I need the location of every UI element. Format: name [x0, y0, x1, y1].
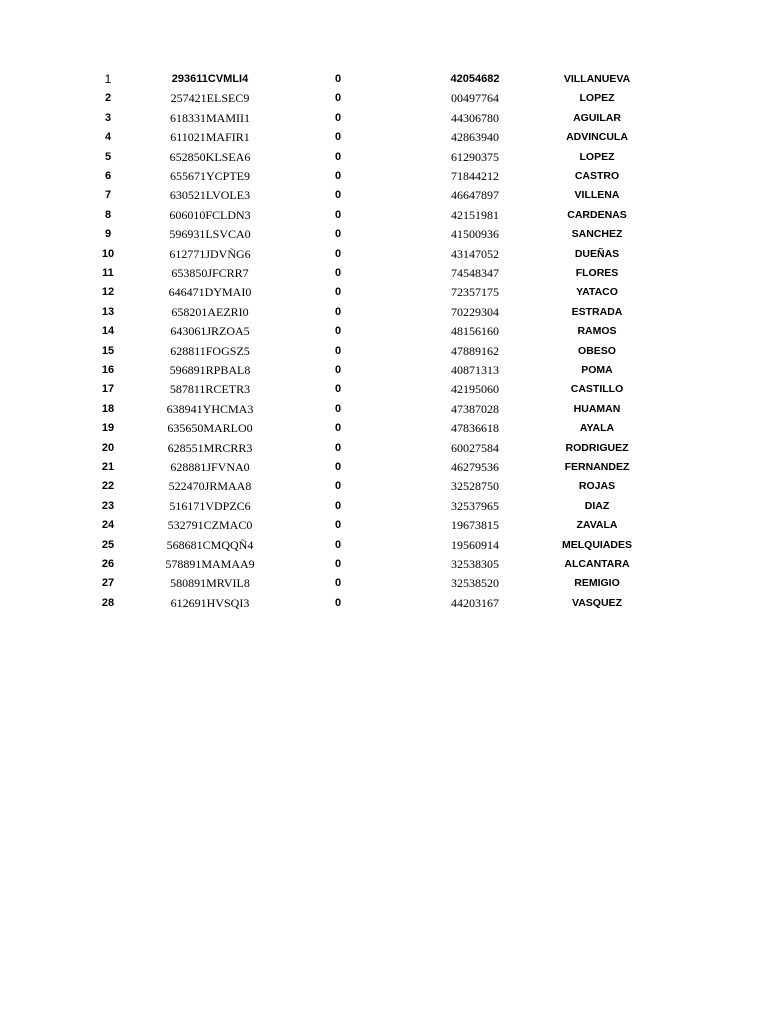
surname-cell: AGUILAR	[573, 111, 621, 124]
zero-cell: 0	[334, 558, 342, 570]
surname-cell: FERNANDEZ	[564, 461, 630, 473]
row-number: 26	[101, 558, 115, 570]
zero-cell: 0	[334, 170, 342, 182]
dni-cell: 70229304	[451, 304, 499, 319]
code-cell: 293611CVMLI4	[171, 73, 249, 85]
dni-cell: 32538305	[451, 557, 499, 571]
dni-cell: 72357175	[451, 285, 499, 300]
dni-cell: 46279536	[451, 460, 499, 474]
surname-cell: LOPEZ	[579, 92, 615, 105]
zero-cell: 0	[334, 111, 342, 124]
dni-cell: 42151981	[451, 207, 499, 222]
dni-cell: 32537965	[451, 498, 499, 513]
zero-cell: 0	[334, 344, 342, 357]
table-row	[0, 148, 768, 167]
zero-cell: 0	[334, 461, 342, 473]
dni-cell: 42054682	[450, 73, 500, 85]
row-number: 25	[101, 538, 115, 551]
row-number: 28	[101, 596, 115, 609]
row-number: 9	[104, 228, 112, 241]
surname-cell: ALCANTARA	[564, 558, 630, 570]
surname-cell: VASQUEZ	[572, 596, 622, 609]
code-cell: 606010FCLDN3	[169, 207, 251, 222]
surname-cell: VILLANUEVA	[563, 73, 631, 85]
dni-cell: 32538520	[451, 576, 499, 591]
dni-cell: 43147052	[451, 246, 499, 261]
dni-cell: 44203167	[451, 595, 499, 610]
zero-cell: 0	[334, 247, 342, 260]
surname-cell: POMA	[581, 364, 613, 376]
dni-cell: 60027584	[451, 440, 499, 455]
dni-cell: 47836618	[451, 421, 499, 436]
table-row	[0, 361, 768, 380]
dni-cell: 32528750	[451, 479, 499, 494]
surname-cell: MELQUIADES	[561, 538, 632, 551]
zero-cell: 0	[334, 480, 342, 493]
surname-cell: DIAZ	[584, 499, 610, 512]
surname-cell: AYALA	[579, 422, 615, 435]
surname-cell: RODRIGUEZ	[565, 441, 629, 454]
row-number: 21	[101, 461, 115, 473]
code-cell: 522470JRMAA8	[168, 479, 252, 494]
zero-cell: 0	[334, 422, 342, 435]
surname-cell: ADVINCULA	[566, 131, 628, 144]
table-row	[0, 167, 768, 186]
row-number: 15	[101, 344, 115, 357]
row-number: 19	[101, 422, 115, 435]
code-cell: 638941YHCMA3	[166, 401, 254, 416]
code-cell: 596931LSVCA0	[169, 227, 251, 242]
surname-cell: ROJAS	[578, 480, 616, 493]
dni-cell: 44306780	[451, 110, 499, 125]
dni-cell: 47387028	[451, 401, 499, 416]
table-row	[0, 322, 768, 341]
surname-cell: LOPEZ	[579, 150, 615, 163]
row-number: 10	[101, 247, 115, 260]
row-number: 16	[101, 364, 115, 376]
zero-cell: 0	[334, 519, 342, 532]
zero-cell: 0	[334, 441, 342, 454]
dni-cell: 00497764	[451, 91, 499, 106]
surname-cell: REMIGIO	[574, 577, 620, 590]
zero-cell: 0	[334, 150, 342, 163]
dni-cell: 47889162	[451, 343, 499, 358]
table-row	[0, 128, 768, 147]
surname-cell: OBESO	[578, 344, 616, 357]
dni-cell: 40871313	[451, 363, 499, 377]
zero-cell: 0	[334, 73, 342, 85]
dni-cell: 19560914	[451, 537, 499, 552]
row-number: 11	[102, 267, 114, 279]
code-cell: 628551MRCRR3	[167, 440, 253, 455]
zero-cell: 0	[334, 286, 342, 299]
code-cell: 653850JFCRR7	[171, 266, 249, 280]
table-row	[0, 419, 768, 438]
code-cell: 257421ELSEC9	[170, 91, 250, 106]
code-cell: 612771JDVÑG6	[169, 246, 251, 261]
table-row	[0, 477, 768, 496]
code-cell: 628811FOGSZ5	[170, 343, 250, 358]
row-number: 5	[104, 150, 112, 163]
table-row	[0, 206, 768, 225]
surname-cell: CASTRO	[574, 170, 620, 182]
row-number: 14	[101, 325, 115, 338]
zero-cell: 0	[334, 577, 342, 590]
code-cell: 568681CMQQÑ4	[166, 537, 254, 552]
code-cell: 643061JRZOA5	[170, 324, 250, 339]
row-number: 27	[101, 577, 115, 590]
row-number: 22	[101, 480, 115, 493]
dni-cell: 48156160	[451, 324, 499, 339]
dni-cell: 61290375	[451, 149, 499, 164]
table-row	[0, 89, 768, 108]
code-cell: 618331MAMII1	[170, 110, 250, 125]
surname-cell: HUAMAN	[573, 402, 621, 415]
code-cell: 587811RCETR3	[169, 382, 251, 397]
table-row	[0, 594, 768, 613]
code-cell: 655671YCPTE9	[169, 169, 250, 183]
surname-cell: CASTILLO	[570, 383, 624, 396]
code-cell: 652850KLSEA6	[169, 149, 251, 164]
row-number: 20	[101, 441, 115, 454]
row-number: 12	[101, 286, 115, 299]
code-cell: 596891RPBAL8	[169, 363, 251, 377]
table-row	[0, 186, 768, 205]
row-number: 18	[101, 402, 115, 415]
dni-cell: 19673815	[451, 518, 499, 533]
code-cell: 611021MAFIR1	[170, 130, 250, 145]
row-number: 1	[104, 72, 112, 86]
surname-cell: VILLENA	[574, 189, 620, 202]
table-row	[0, 400, 768, 419]
surname-cell: ESTRADA	[571, 305, 623, 318]
surname-cell: RAMOS	[577, 325, 617, 338]
zero-cell: 0	[334, 92, 342, 105]
row-number: 7	[104, 189, 112, 202]
table-row	[0, 574, 768, 593]
row-number: 2	[104, 92, 112, 105]
table-row	[0, 264, 768, 283]
code-cell: 516171VDPZC6	[169, 498, 251, 513]
dni-cell: 74548347	[451, 266, 499, 280]
zero-cell: 0	[334, 208, 342, 221]
dni-cell: 41500936	[451, 227, 499, 242]
surname-cell: ZAVALA	[576, 519, 618, 532]
row-number: 17	[101, 383, 115, 396]
table-row	[0, 245, 768, 264]
code-cell: 635650MARLO0	[167, 421, 253, 436]
code-cell: 612691HVSQI3	[170, 595, 250, 610]
surname-cell: CARDENAS	[567, 208, 627, 221]
zero-cell: 0	[334, 364, 342, 376]
zero-cell: 0	[334, 131, 342, 144]
row-number: 6	[104, 170, 112, 182]
table-row	[0, 439, 768, 458]
dni-cell: 46647897	[451, 188, 499, 203]
row-number: 3	[104, 111, 112, 124]
zero-cell: 0	[334, 305, 342, 318]
zero-cell: 0	[334, 402, 342, 415]
zero-cell: 0	[334, 267, 342, 279]
table-row	[0, 303, 768, 322]
table-row	[0, 225, 768, 244]
table-row	[0, 536, 768, 555]
surname-cell: FLORES	[575, 267, 619, 279]
table-row	[0, 458, 768, 477]
table-row	[0, 516, 768, 535]
code-cell: 646471DYMAI0	[168, 285, 252, 300]
dni-cell: 71844212	[451, 169, 499, 183]
table-row	[0, 380, 768, 399]
row-number: 24	[101, 519, 115, 532]
zero-cell: 0	[334, 383, 342, 396]
surname-cell: SANCHEZ	[571, 228, 623, 241]
table-row	[0, 555, 768, 574]
code-cell: 580891MRVIL8	[170, 576, 250, 591]
zero-cell: 0	[334, 325, 342, 338]
row-number: 23	[101, 499, 115, 512]
table-row	[0, 497, 768, 516]
row-number: 4	[104, 131, 112, 144]
dni-cell: 42863940	[451, 130, 499, 145]
zero-cell: 0	[334, 499, 342, 512]
table-row	[0, 109, 768, 128]
row-number: 13	[101, 305, 115, 318]
code-cell: 532791CZMAC0	[167, 518, 253, 533]
surname-cell: DUEÑAS	[574, 247, 620, 260]
table-row	[0, 342, 768, 361]
row-number: 8	[104, 208, 112, 221]
table-row	[0, 70, 768, 89]
surname-cell: YATACO	[576, 286, 618, 299]
dni-cell: 42195060	[451, 382, 499, 397]
code-cell: 578891MAMAA9	[165, 557, 255, 571]
code-cell: 630521LVOLE3	[169, 188, 251, 203]
zero-cell: 0	[334, 228, 342, 241]
code-cell: 658201AEZRI0	[171, 304, 249, 319]
zero-cell: 0	[334, 538, 342, 551]
table-row	[0, 283, 768, 302]
zero-cell: 0	[334, 189, 342, 202]
zero-cell: 0	[334, 596, 342, 609]
code-cell: 628881JFVNA0	[170, 460, 250, 474]
